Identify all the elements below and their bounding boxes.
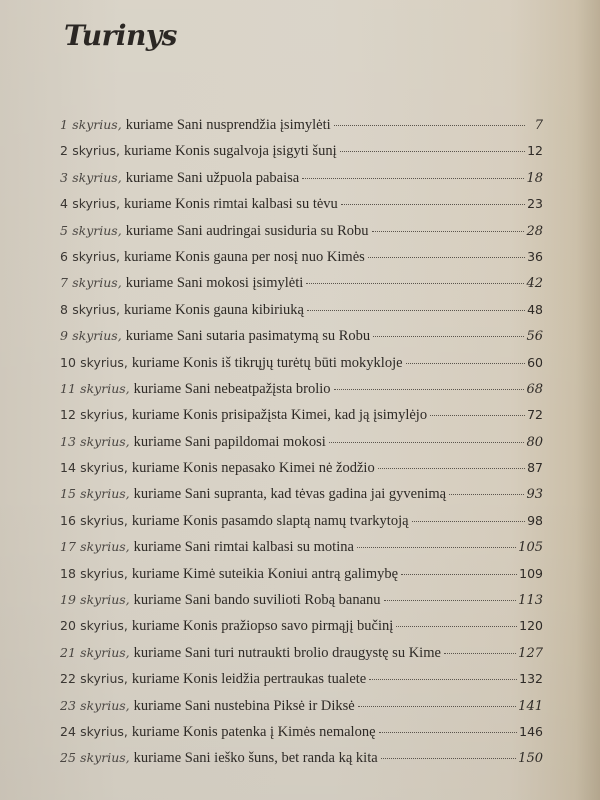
chapter-number: 5 <box>60 222 68 238</box>
chapter-word: skyrius, <box>72 143 120 159</box>
page-number: 87 <box>527 460 543 476</box>
page-number: 28 <box>526 223 543 239</box>
page-title: Turinys <box>64 18 177 52</box>
chapter-label <box>60 486 130 502</box>
page-number: 127 <box>518 645 543 661</box>
chapter-word: skyrius, <box>80 644 130 660</box>
chapter-number: 4 <box>60 196 68 212</box>
page-number: 150 <box>518 751 543 767</box>
chapter-title: kuriame Konis gauna kibiriuką <box>123 301 304 318</box>
dot-leader <box>368 257 525 258</box>
dot-leader <box>307 310 525 311</box>
dot-leader <box>384 600 517 601</box>
chapter-title: kuriame Konis nepasako Kimei nė žodžio <box>131 460 375 477</box>
dot-leader <box>444 653 516 654</box>
chapter-title: kuriame Konis sugalvoja įsigyti šunį <box>123 143 337 160</box>
chapter-number: 21 <box>60 644 76 660</box>
toc-entry[interactable] <box>60 539 543 565</box>
dot-leader <box>302 178 524 179</box>
page-number: 18 <box>526 170 543 186</box>
chapter-label <box>60 223 122 239</box>
page-number: 68 <box>526 381 543 397</box>
chapter-word: skyrius, <box>80 671 128 687</box>
toc-entry[interactable] <box>60 302 543 328</box>
chapter-title: kuriame Sani turi nutraukti brolio draugystę su Kime <box>133 644 441 661</box>
chapter-word: skyrius, <box>72 117 122 132</box>
chapter-label <box>60 275 122 291</box>
chapter-label <box>60 698 130 714</box>
chapter-number: 18 <box>60 565 76 581</box>
chapter-word: skyrius, <box>72 301 120 317</box>
toc-entry[interactable] <box>60 249 543 275</box>
page-number: 56 <box>526 329 543 345</box>
dot-leader <box>340 151 525 152</box>
chapter-label <box>60 566 128 582</box>
toc-entry[interactable] <box>60 143 543 169</box>
chapter-number: 1 <box>60 117 68 132</box>
dot-leader <box>369 679 517 680</box>
chapter-number: 9 <box>60 328 68 344</box>
chapter-label <box>60 460 128 476</box>
chapter-label <box>60 328 122 344</box>
chapter-word: skyrius, <box>80 618 128 634</box>
chapter-label <box>60 592 130 608</box>
toc-entry[interactable] <box>60 645 543 671</box>
chapter-title: kuriame Konis iš tikrųjų turėtų būti mokykloje <box>131 354 403 371</box>
table-of-contents <box>60 117 543 777</box>
chapter-title: kuriame Konis patenka į Kimės nemalonę <box>131 723 376 740</box>
chapter-number: 15 <box>60 486 76 502</box>
page-number: 7 <box>534 118 543 133</box>
toc-entry[interactable] <box>60 566 543 592</box>
page-number: 23 <box>527 196 543 212</box>
page-number: 60 <box>527 354 543 370</box>
toc-entry[interactable] <box>60 223 543 249</box>
chapter-number: 11 <box>60 380 76 396</box>
chapter-title: kuriame Sani nebeatpažįsta brolio <box>133 380 331 397</box>
toc-entry[interactable] <box>60 618 543 644</box>
chapter-label <box>60 539 130 555</box>
chapter-word: skyrius, <box>80 512 128 528</box>
chapter-number: 7 <box>60 275 68 291</box>
chapter-label <box>60 434 130 450</box>
chapter-word: skyrius, <box>80 354 128 370</box>
page-number: 42 <box>526 276 543 292</box>
toc-entry[interactable] <box>60 460 543 486</box>
chapter-word: skyrius, <box>72 275 122 291</box>
chapter-label <box>60 671 128 687</box>
chapter-word: skyrius, <box>80 697 130 713</box>
dot-leader <box>379 732 518 733</box>
page-number: 120 <box>519 618 543 634</box>
dot-leader <box>372 231 525 232</box>
chapter-number: 12 <box>60 407 76 423</box>
dot-leader <box>406 363 525 364</box>
chapter-number: 25 <box>60 750 76 766</box>
chapter-number: 3 <box>60 169 68 185</box>
toc-entry[interactable] <box>60 592 543 618</box>
toc-entry[interactable] <box>60 750 543 776</box>
dot-leader <box>341 204 525 205</box>
chapter-title: kuriame Sani nusprendžia įsimylėti <box>125 117 331 133</box>
toc-entry[interactable] <box>60 170 543 196</box>
chapter-label <box>60 645 130 661</box>
chapter-title: kuriame Sani bando suvilioti Robą bananu <box>133 592 381 609</box>
toc-entry[interactable] <box>60 513 543 539</box>
chapter-title: kuriame Sani audringai susiduria su Robu <box>125 222 369 239</box>
page-number: 98 <box>527 512 543 528</box>
chapter-title: kuriame Sani papildomai mokosi <box>133 433 326 450</box>
page-number: 93 <box>526 487 543 503</box>
chapter-word: skyrius, <box>72 328 122 344</box>
chapter-number: 8 <box>60 301 68 317</box>
chapter-number: 23 <box>60 697 76 713</box>
chapter-label <box>60 249 120 265</box>
chapter-number: 20 <box>60 618 76 634</box>
chapter-word: skyrius, <box>80 407 128 423</box>
chapter-number: 19 <box>60 592 76 608</box>
chapter-title: kuriame Sani supranta, kad tėvas gadina jai gyvenimą <box>133 486 447 503</box>
dot-leader <box>357 547 516 548</box>
chapter-word: skyrius, <box>80 565 128 581</box>
chapter-title: kuriame Sani nustebina Piksė ir Diksė <box>133 697 355 714</box>
dot-leader <box>381 758 517 759</box>
chapter-label <box>60 513 128 529</box>
page-number: 141 <box>518 698 543 714</box>
page-number: 72 <box>527 407 543 423</box>
toc-entry[interactable] <box>60 671 543 697</box>
chapter-word: skyrius, <box>80 460 128 476</box>
chapter-title: kuriame Sani ieško šuns, bet randa ką kita <box>133 750 378 767</box>
chapter-title: kuriame Sani mokosi įsimylėti <box>125 275 304 292</box>
chapter-word: skyrius, <box>80 486 130 502</box>
chapter-number: 24 <box>60 723 76 739</box>
chapter-number: 14 <box>60 460 76 476</box>
chapter-label <box>60 724 128 740</box>
chapter-title: kuriame Konis leidžia pertraukas tualete <box>131 671 367 688</box>
chapter-title: kuriame Kimė suteikia Koniui antrą galimybę <box>131 565 399 582</box>
chapter-title: kuriame Konis rimtai kalbasi su tėvu <box>123 196 338 213</box>
chapter-word: skyrius, <box>80 539 130 555</box>
dot-leader <box>334 125 525 126</box>
toc-entry[interactable] <box>60 434 543 460</box>
toc-entry[interactable] <box>60 698 543 724</box>
toc-entry[interactable] <box>60 117 543 143</box>
chapter-word: skyrius, <box>80 723 128 739</box>
page-number: 80 <box>526 434 543 450</box>
toc-entry[interactable] <box>60 275 543 301</box>
chapter-title: kuriame Sani užpuola pabaisa <box>125 169 300 186</box>
chapter-number: 10 <box>60 354 76 370</box>
chapter-word: skyrius, <box>80 433 130 449</box>
dot-leader <box>306 283 524 284</box>
chapter-label <box>60 381 130 397</box>
toc-entry[interactable] <box>60 196 543 222</box>
page-number: 36 <box>527 248 543 264</box>
toc-entry[interactable] <box>60 381 543 407</box>
chapter-label <box>60 355 128 371</box>
chapter-word: skyrius, <box>72 169 122 185</box>
toc-entry[interactable] <box>60 486 543 512</box>
dot-leader <box>329 442 525 443</box>
page-number: 146 <box>519 723 543 739</box>
page-number: 12 <box>527 143 543 159</box>
dot-leader <box>430 415 525 416</box>
dot-leader <box>396 626 517 627</box>
chapter-title: kuriame Konis gauna per nosį nuo Kimės <box>123 248 365 265</box>
toc-entry[interactable] <box>60 328 543 354</box>
toc-entry[interactable] <box>60 407 543 433</box>
chapter-word: skyrius, <box>80 592 130 608</box>
chapter-number: 16 <box>60 512 76 528</box>
chapter-word: skyrius, <box>72 196 120 212</box>
dot-leader <box>378 468 525 469</box>
chapter-label <box>60 302 120 318</box>
chapter-label <box>60 618 128 634</box>
page-number: 113 <box>518 593 543 609</box>
dot-leader <box>358 706 516 707</box>
dot-leader <box>401 574 517 575</box>
page-number: 48 <box>527 301 543 317</box>
chapter-number: 2 <box>60 143 68 159</box>
chapter-label <box>60 407 128 423</box>
chapter-number: 17 <box>60 539 76 555</box>
toc-entry[interactable] <box>60 724 543 750</box>
dot-leader <box>412 521 525 522</box>
chapter-number: 6 <box>60 248 68 264</box>
dot-leader <box>449 494 524 495</box>
chapter-title: kuriame Sani rimtai kalbasi su motina <box>133 539 354 556</box>
page-number: 105 <box>518 540 543 556</box>
chapter-word: skyrius, <box>80 750 130 766</box>
chapter-title: kuriame Sani sutaria pasimatymą su Robu <box>125 328 371 345</box>
chapter-label <box>60 117 122 133</box>
dot-leader <box>373 336 524 337</box>
dot-leader <box>334 389 525 390</box>
chapter-word: skyrius, <box>72 248 120 264</box>
chapter-title: kuriame Konis pražiopso savo pirmąjį bučinį <box>131 618 394 635</box>
chapter-word: skyrius, <box>72 222 122 238</box>
chapter-title: kuriame Konis pasamdo slaptą namų tvarkytoją <box>131 512 409 529</box>
chapter-label <box>60 170 122 186</box>
chapter-number: 22 <box>60 671 76 687</box>
chapter-label <box>60 750 130 766</box>
chapter-label <box>60 143 120 159</box>
chapter-word: skyrius, <box>80 380 130 396</box>
page-number: 109 <box>519 565 543 581</box>
chapter-label <box>60 196 120 212</box>
chapter-title: kuriame Konis prisipažįsta Kimei, kad ją įsimylėjo <box>131 407 428 424</box>
page-number: 132 <box>519 671 543 687</box>
chapter-number: 13 <box>60 433 76 449</box>
toc-entry[interactable] <box>60 355 543 381</box>
